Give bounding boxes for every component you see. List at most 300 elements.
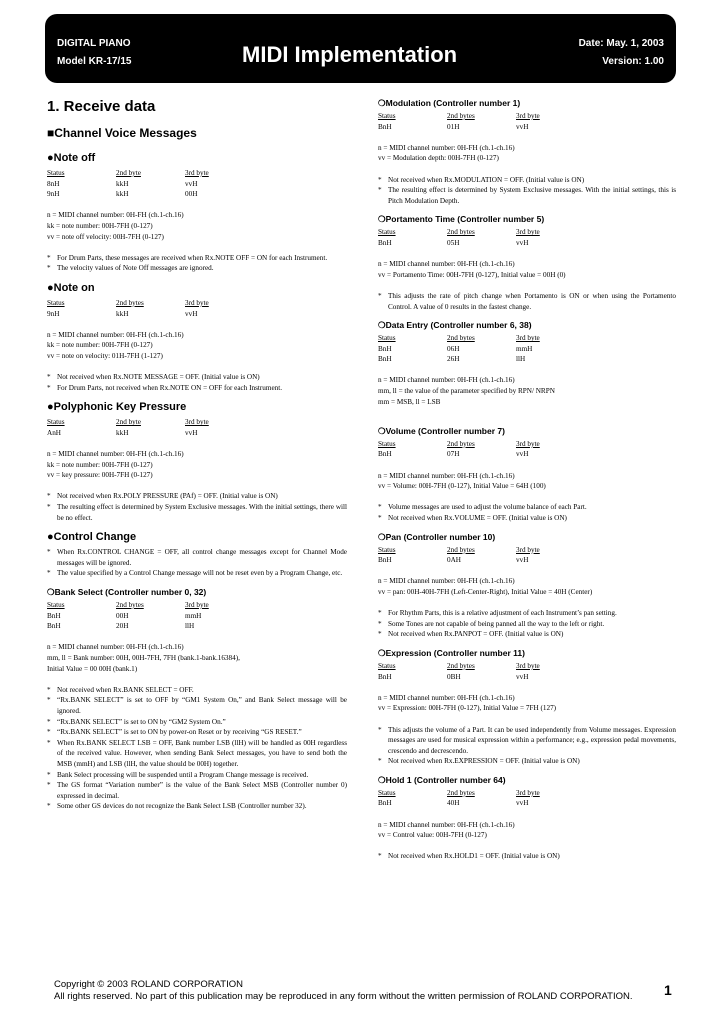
document-date: Date: May. 1, 2003 bbox=[578, 38, 664, 49]
note-text: Not received when Rx.NOTE MESSAGE = OFF. (Initial value is ON) bbox=[57, 373, 260, 382]
message-heading: ●Note off bbox=[47, 152, 96, 164]
column-header: 2nd byte bbox=[116, 169, 141, 177]
definition-lines bbox=[378, 576, 676, 597]
table-cell: llH bbox=[516, 355, 526, 364]
note-marker: * bbox=[378, 852, 382, 861]
spacer bbox=[378, 132, 676, 143]
definition-line: mm = MSB, ll = LSB bbox=[378, 397, 441, 406]
table-row bbox=[47, 611, 347, 622]
spacer bbox=[378, 418, 676, 426]
definition-lines bbox=[378, 259, 676, 280]
definition-lines bbox=[378, 693, 676, 714]
byte-table-header bbox=[378, 333, 676, 344]
message-heading: ●Note on bbox=[47, 281, 95, 294]
spacer bbox=[378, 365, 676, 376]
message-heading: ●Control Change bbox=[47, 531, 137, 544]
byte-table-header bbox=[378, 545, 676, 556]
column-header: 3rd byte bbox=[516, 112, 540, 120]
table-cell: vvH bbox=[516, 556, 529, 565]
byte-table-header bbox=[47, 298, 347, 309]
note-marker: * bbox=[378, 725, 382, 734]
right-sections bbox=[378, 98, 676, 870]
note-text: Some other GS devices do not recognize the Bank Select LSB (Controller number 32). bbox=[57, 802, 307, 811]
note-marker: * bbox=[378, 186, 382, 195]
column-header: Status bbox=[378, 788, 396, 797]
table-cell: vvH bbox=[516, 799, 529, 808]
table-cell: 05H bbox=[447, 238, 460, 247]
byte-table bbox=[378, 661, 676, 682]
definition-line: vv = pan: 00H-40H-7FH (Left-Center-Right), Initial Value = 40H (Center) bbox=[378, 587, 593, 596]
notes-list bbox=[47, 491, 347, 523]
definition-lines bbox=[47, 330, 347, 362]
column-header: Status bbox=[378, 661, 396, 670]
notes-list bbox=[378, 175, 676, 207]
note-marker: * bbox=[47, 492, 51, 501]
column-header: Status bbox=[47, 298, 65, 307]
column-header: 2nd bytes bbox=[447, 788, 475, 797]
notes-list bbox=[378, 725, 676, 767]
definition-lines bbox=[378, 471, 676, 492]
definition-line: vv = Modulation depth: 00H-7FH (0-127) bbox=[378, 154, 499, 163]
note-item bbox=[47, 372, 347, 383]
note-marker: * bbox=[47, 781, 51, 790]
spacer bbox=[47, 579, 347, 587]
notes-list bbox=[378, 502, 676, 523]
note-marker: * bbox=[378, 175, 382, 184]
note-item bbox=[47, 770, 347, 781]
definition-line: vv = note off velocity: 00H-7FH (0-127) bbox=[47, 232, 164, 241]
message-heading: ❍Modulation (Controller number 1) bbox=[378, 98, 521, 108]
message-heading: ❍Hold 1 (Controller number 64) bbox=[378, 774, 506, 785]
message-heading: ❍Pan (Controller number 10) bbox=[378, 531, 496, 542]
note-item bbox=[47, 695, 347, 716]
table-cell: AnH bbox=[47, 428, 61, 437]
message-section bbox=[378, 214, 676, 320]
column-header: Status bbox=[378, 545, 396, 554]
definition-line: n = MIDI channel number: 0H-FH (ch.1-ch.16) bbox=[378, 143, 515, 152]
spacer bbox=[378, 767, 676, 775]
spacer bbox=[378, 460, 676, 471]
note-marker: * bbox=[378, 503, 382, 512]
column-header: 3rd byte bbox=[185, 418, 209, 427]
table-row bbox=[47, 189, 347, 200]
column-header: 2nd bytes bbox=[447, 545, 475, 554]
spacer bbox=[378, 841, 676, 852]
note-text: Not received when Rx.VOLUME = OFF. (Initial value is ON) bbox=[388, 514, 567, 522]
page-number: 1 bbox=[664, 982, 672, 998]
note-text: Not received when Rx.HOLD1 = OFF. (Initial value is ON) bbox=[388, 852, 560, 861]
table-cell: vvH bbox=[516, 238, 529, 247]
column-header: Status bbox=[378, 228, 396, 237]
subsection-title: ■Channel Voice Messages bbox=[47, 126, 197, 140]
notes-list bbox=[378, 608, 676, 640]
note-marker: * bbox=[47, 373, 51, 382]
table-row bbox=[47, 428, 347, 439]
spacer bbox=[378, 566, 676, 577]
table-row bbox=[47, 621, 347, 632]
note-text: Volume messages are used to adjust the volume balance of each Part. bbox=[388, 503, 587, 512]
notes-list bbox=[378, 291, 676, 312]
byte-table-header bbox=[47, 417, 347, 428]
page-header bbox=[45, 14, 676, 83]
document-title: MIDI Implementation bbox=[242, 42, 458, 67]
note-text: “Rx.BANK SELECT” is set to ON by “GM2 System On.” bbox=[57, 717, 226, 726]
notes-list bbox=[47, 372, 347, 393]
column-header: Status bbox=[47, 169, 65, 177]
spacer bbox=[378, 249, 676, 260]
table-cell: kkH bbox=[116, 190, 129, 199]
spacer bbox=[378, 682, 676, 693]
table-cell: BnH bbox=[378, 799, 392, 808]
column-header: 3rd byte bbox=[516, 439, 540, 448]
spacer bbox=[47, 812, 347, 820]
table-cell: BnH bbox=[378, 556, 392, 565]
note-marker: * bbox=[378, 609, 382, 618]
byte-table-header bbox=[378, 788, 676, 799]
table-cell: 0BH bbox=[447, 672, 461, 681]
spacer bbox=[378, 206, 676, 214]
definition-line: Initial Value = 00 00H (bank.1) bbox=[47, 664, 138, 673]
table-cell: 00H bbox=[185, 190, 198, 199]
rights-line: All rights reserved. No part of this publication may be reproduced in any form without the written permission of ROLAND CORPORATION. bbox=[54, 991, 633, 1002]
column-header: 3rd byte bbox=[516, 334, 540, 343]
message-section bbox=[47, 152, 347, 282]
table-cell: 01H bbox=[447, 122, 460, 131]
spacer bbox=[47, 674, 347, 685]
column-header: 3rd byte bbox=[516, 788, 540, 797]
note-marker: * bbox=[47, 685, 51, 694]
spacer bbox=[378, 862, 676, 870]
note-marker: * bbox=[378, 757, 382, 766]
note-text: For Rhythm Parts, this is a relative adjustment of each Instrument’s pan setting. bbox=[388, 609, 617, 618]
table-row bbox=[378, 449, 676, 460]
byte-table-header bbox=[378, 439, 676, 450]
table-row bbox=[378, 354, 676, 365]
byte-table bbox=[47, 417, 347, 438]
note-item bbox=[378, 291, 676, 312]
note-text: For Drum Parts, not received when Rx.NOTE ON = OFF for each Instrument. bbox=[57, 383, 283, 392]
byte-table-header bbox=[378, 111, 676, 122]
note-item bbox=[47, 685, 347, 696]
table-cell: vvH bbox=[185, 179, 198, 188]
spacer bbox=[378, 280, 676, 291]
message-section bbox=[378, 648, 676, 775]
definition-line: mm, ll = the value of the parameter specified by RPN/ NRPN bbox=[378, 387, 555, 396]
column-header: Status bbox=[378, 439, 396, 448]
table-cell: mmH bbox=[516, 344, 533, 353]
byte-table-header bbox=[47, 168, 347, 179]
product-name: DIGITAL PIANO bbox=[57, 38, 131, 49]
note-item bbox=[378, 619, 676, 630]
definition-lines bbox=[378, 375, 676, 407]
table-cell: BnH bbox=[47, 611, 61, 620]
table-cell: vvH bbox=[185, 309, 198, 318]
note-item bbox=[378, 725, 676, 757]
column-header: 2nd bytes bbox=[447, 228, 475, 237]
note-item bbox=[47, 383, 347, 394]
column-header: 3rd byte bbox=[516, 228, 540, 237]
note-item bbox=[378, 608, 676, 619]
table-cell: BnH bbox=[378, 355, 392, 364]
table-cell: 26H bbox=[447, 355, 460, 364]
definition-line: vv = key pressure: 00H-7FH (0-127) bbox=[47, 471, 153, 480]
spacer bbox=[378, 164, 676, 175]
column-header: 2nd bytes bbox=[447, 112, 475, 120]
column-header: 2nd bytes bbox=[447, 439, 475, 448]
note-text: Not received when Rx.POLY PRESSURE (PAf) = OFF. (Initial value is ON) bbox=[57, 492, 278, 501]
note-marker: * bbox=[378, 630, 382, 639]
byte-table-header bbox=[378, 661, 676, 672]
table-cell: BnH bbox=[378, 344, 392, 353]
table-cell: vvH bbox=[516, 672, 529, 681]
note-text: Some Tones are not capable of being panned all the way to the left or right. bbox=[388, 619, 605, 628]
definition-line: vv = Portamento Time: 00H-7FH (0-127), Initial value = 00H (0) bbox=[378, 270, 566, 279]
table-row bbox=[47, 179, 347, 190]
table-cell: 9nH bbox=[47, 309, 60, 318]
spacer bbox=[47, 319, 347, 330]
message-section bbox=[47, 401, 347, 531]
note-item bbox=[47, 502, 347, 523]
message-heading: ●Polyphonic Key Pressure bbox=[47, 401, 187, 414]
column-header: 2nd bytes bbox=[447, 661, 475, 670]
column-header: 2nd bytes bbox=[447, 334, 475, 343]
definition-line: vv = Volume: 00H-7FH (0-127), Initial Value = 64H (100) bbox=[378, 482, 546, 491]
definition-line: n = MIDI channel number: 0H-FH (ch.1-ch.16) bbox=[47, 450, 184, 459]
table-cell: 06H bbox=[447, 344, 460, 353]
note-item bbox=[378, 175, 676, 186]
definition-lines bbox=[378, 143, 676, 164]
note-item bbox=[47, 253, 347, 264]
table-row bbox=[378, 238, 676, 249]
table-cell: BnH bbox=[378, 672, 392, 681]
definition-line: n = MIDI channel number: 0H-FH (ch.1-ch.16) bbox=[378, 820, 515, 829]
model-name: Model KR-17/15 bbox=[57, 56, 132, 67]
table-cell: BnH bbox=[378, 450, 392, 459]
spacer bbox=[47, 393, 347, 401]
note-marker: * bbox=[47, 738, 51, 747]
column-header: 2nd bytes bbox=[116, 298, 144, 307]
definition-line: n = MIDI channel number: 0H-FH (ch.1-ch.16) bbox=[47, 211, 184, 220]
definition-line: n = MIDI channel number: 0H-FH (ch.1-ch.16) bbox=[378, 471, 515, 480]
table-row bbox=[47, 309, 347, 320]
note-text: When Rx.BANK SELECT LSB = OFF, Bank number LSB (llH) will be handled as 00H regardless of the received value. However, when sending Bank Select messages, you have to send both the MSB (mmH) and LSB (llH, the value should be 00H) together. bbox=[57, 738, 347, 768]
definition-line: n = MIDI channel number: 0H-FH (ch.1-ch.16) bbox=[378, 693, 515, 702]
definition-line: n = MIDI channel number: 0H-FH (ch.1-ch.16) bbox=[47, 643, 184, 652]
copyright-line: Copyright © 2003 ROLAND CORPORATION bbox=[54, 979, 243, 990]
note-text: “Rx.BANK SELECT” is set to OFF by “GM1 System On,” and Bank Select message will be ignored. bbox=[57, 696, 347, 715]
byte-table bbox=[378, 545, 676, 566]
spacer bbox=[378, 524, 676, 532]
note-item bbox=[378, 851, 676, 862]
spacer bbox=[378, 714, 676, 725]
table-cell: BnH bbox=[47, 622, 61, 631]
note-item bbox=[47, 547, 347, 568]
spacer bbox=[378, 809, 676, 820]
spacer bbox=[378, 640, 676, 648]
spacer bbox=[47, 632, 347, 643]
note-marker: * bbox=[47, 548, 51, 557]
note-marker: * bbox=[378, 291, 382, 300]
table-row bbox=[378, 344, 676, 355]
note-text: The resulting effect is determined by System Exclusive messages. With the initial settings, there will be no effect. bbox=[57, 503, 347, 522]
table-cell: kkH bbox=[116, 428, 129, 437]
message-heading: ❍Volume (Controller number 7) bbox=[378, 425, 505, 436]
byte-table-header bbox=[378, 227, 676, 238]
note-text: “Rx.BANK SELECT” is set to ON by power-on Reset or by receiving “GS RESET.” bbox=[57, 728, 302, 737]
table-row bbox=[378, 672, 676, 683]
note-item bbox=[378, 185, 676, 206]
note-marker: * bbox=[47, 253, 51, 262]
table-row bbox=[378, 122, 676, 133]
table-cell: llH bbox=[185, 622, 195, 631]
note-marker: * bbox=[47, 569, 51, 578]
table-cell: 9nH bbox=[47, 190, 60, 199]
note-marker: * bbox=[378, 619, 382, 628]
spacer bbox=[47, 274, 347, 282]
definition-lines bbox=[47, 642, 347, 674]
note-text: The value specified by a Control Change message will not be reset even by a Program Change, etc. bbox=[57, 569, 343, 578]
note-item bbox=[378, 629, 676, 640]
definition-line: kk = note number: 00H-7FH (0-127) bbox=[47, 341, 153, 350]
note-item bbox=[47, 568, 347, 579]
table-cell: BnH bbox=[378, 238, 392, 247]
spacer bbox=[378, 598, 676, 609]
note-item bbox=[47, 727, 347, 738]
note-text: This adjusts the volume of a Part. It can be used independently from Volume messages. Expression messages are used for musical expression within a performance; e.g., expression pedal movements, crescendo and decrescendo. bbox=[388, 725, 676, 755]
notes-list bbox=[47, 685, 347, 812]
column-header: Status bbox=[378, 112, 396, 120]
column-header: Status bbox=[47, 418, 65, 427]
message-section bbox=[47, 282, 347, 401]
message-heading: ❍Bank Select (Controller number 0, 32) bbox=[47, 587, 207, 597]
note-marker: * bbox=[378, 514, 382, 522]
byte-table bbox=[378, 333, 676, 365]
message-section bbox=[378, 98, 676, 214]
table-cell: 8nH bbox=[47, 179, 60, 188]
document-version: Version: 1.00 bbox=[602, 56, 664, 67]
spacer bbox=[47, 438, 347, 449]
column-header: Status bbox=[47, 601, 65, 609]
notes-list bbox=[47, 547, 347, 579]
table-cell: vvH bbox=[516, 450, 529, 459]
message-section bbox=[378, 532, 676, 648]
section-title: 1. Receive data bbox=[47, 98, 156, 115]
column-header: 2nd bytes bbox=[116, 601, 144, 609]
note-item bbox=[47, 780, 347, 801]
column-header: 3rd byte bbox=[516, 545, 540, 554]
byte-table bbox=[47, 600, 347, 632]
table-cell: kkH bbox=[116, 179, 129, 188]
definition-line: mm, ll = Bank number: 00H, 00H-7FH, 7FH (bank.1-bank.16384), bbox=[47, 653, 240, 662]
note-item bbox=[47, 738, 347, 770]
note-text: Not received when Rx.EXPRESSION = OFF. (Initial value is ON) bbox=[388, 757, 580, 766]
definition-line: n = MIDI channel number: 0H-FH (ch.1-ch.16) bbox=[378, 260, 515, 269]
message-section bbox=[378, 320, 676, 426]
note-text: Bank Select processing will be suspended until a Program Change message is received. bbox=[57, 770, 309, 779]
message-heading: ❍Expression (Controller number 11) bbox=[378, 647, 525, 658]
note-text: The resulting effect is determined by System Exclusive messages. With the initial settings, this is Pitch Modulation Depth. bbox=[388, 186, 676, 205]
definition-line: kk = note number: 00H-7FH (0-127) bbox=[47, 460, 153, 469]
note-item bbox=[378, 756, 676, 767]
table-cell: mmH bbox=[185, 611, 202, 620]
notes-list bbox=[47, 253, 347, 274]
footer bbox=[54, 979, 633, 1003]
table-cell: vvH bbox=[516, 122, 529, 131]
table-cell: 20H bbox=[116, 622, 129, 631]
note-marker: * bbox=[47, 696, 51, 705]
note-item bbox=[47, 491, 347, 502]
note-text: The velocity values of Note Off messages are ignored. bbox=[57, 264, 214, 273]
table-cell: 0AH bbox=[447, 556, 461, 565]
table-cell: vvH bbox=[185, 428, 198, 437]
byte-table-header bbox=[47, 600, 347, 611]
note-text: Not received when Rx.BANK SELECT = OFF. bbox=[57, 685, 194, 694]
spacer bbox=[47, 242, 347, 253]
definition-lines bbox=[378, 820, 676, 841]
definition-line: vv = Expression: 00H-7FH (0-127), Initial Value = 7FH (127) bbox=[378, 704, 557, 713]
byte-table bbox=[378, 788, 676, 809]
definition-line: kk = note number: 00H-7FH (0-127) bbox=[47, 221, 153, 230]
column-header: 3rd byte bbox=[185, 298, 209, 307]
note-item bbox=[47, 717, 347, 728]
note-text: This adjusts the rate of pitch change when Portamento is ON or when using the Portamento Control. A value of 0 results in the fastest change. bbox=[388, 291, 676, 311]
spacer bbox=[378, 407, 676, 418]
spacer bbox=[47, 523, 347, 531]
table-cell: 07H bbox=[447, 450, 460, 459]
table-cell: kkH bbox=[116, 309, 129, 318]
message-section bbox=[47, 587, 347, 820]
column-header: 3rd byte bbox=[516, 661, 540, 670]
table-cell: 00H bbox=[116, 611, 129, 620]
note-item bbox=[47, 801, 347, 812]
byte-table bbox=[47, 168, 347, 200]
spacer bbox=[47, 362, 347, 373]
definition-line: n = MIDI channel number: 0H-FH (ch.1-ch.16) bbox=[378, 376, 515, 385]
note-item bbox=[378, 502, 676, 513]
definition-lines bbox=[47, 210, 347, 242]
message-section bbox=[378, 426, 676, 532]
note-item bbox=[378, 513, 676, 524]
definition-line: n = MIDI channel number: 0H-FH (ch.1-ch.16) bbox=[378, 577, 515, 586]
table-row bbox=[378, 798, 676, 809]
note-text: Not received when Rx.MODULATION = OFF. (Initial value is ON) bbox=[388, 175, 585, 184]
notes-list bbox=[378, 851, 676, 862]
byte-table bbox=[378, 111, 676, 132]
table-cell: 40H bbox=[447, 799, 460, 808]
table-row bbox=[378, 555, 676, 566]
note-marker: * bbox=[47, 770, 51, 779]
note-text: For Drum Parts, these messages are received when Rx.NOTE OFF = ON for each Instrument. bbox=[57, 253, 328, 262]
note-marker: * bbox=[47, 264, 51, 273]
note-text: The GS format “Variation number” is the value of the Bank Select MSB (Controller number 0) expressed in decimal. bbox=[57, 781, 347, 800]
column-header: 3rd byte bbox=[185, 169, 209, 177]
table-cell: BnH bbox=[378, 122, 392, 131]
message-section bbox=[378, 775, 676, 870]
note-item bbox=[47, 263, 347, 274]
left-column bbox=[47, 98, 347, 820]
note-marker: * bbox=[47, 728, 51, 737]
byte-table bbox=[47, 298, 347, 319]
byte-table bbox=[378, 227, 676, 248]
left-sections bbox=[47, 152, 347, 820]
byte-table bbox=[378, 439, 676, 460]
spacer bbox=[378, 312, 676, 320]
message-heading: ❍Portamento Time (Controller number 5) bbox=[378, 214, 545, 225]
column-header: 3rd byte bbox=[185, 601, 209, 609]
message-section bbox=[47, 531, 347, 587]
note-marker: * bbox=[47, 717, 51, 726]
definition-line: n = MIDI channel number: 0H-FH (ch.1-ch.16) bbox=[47, 330, 184, 339]
